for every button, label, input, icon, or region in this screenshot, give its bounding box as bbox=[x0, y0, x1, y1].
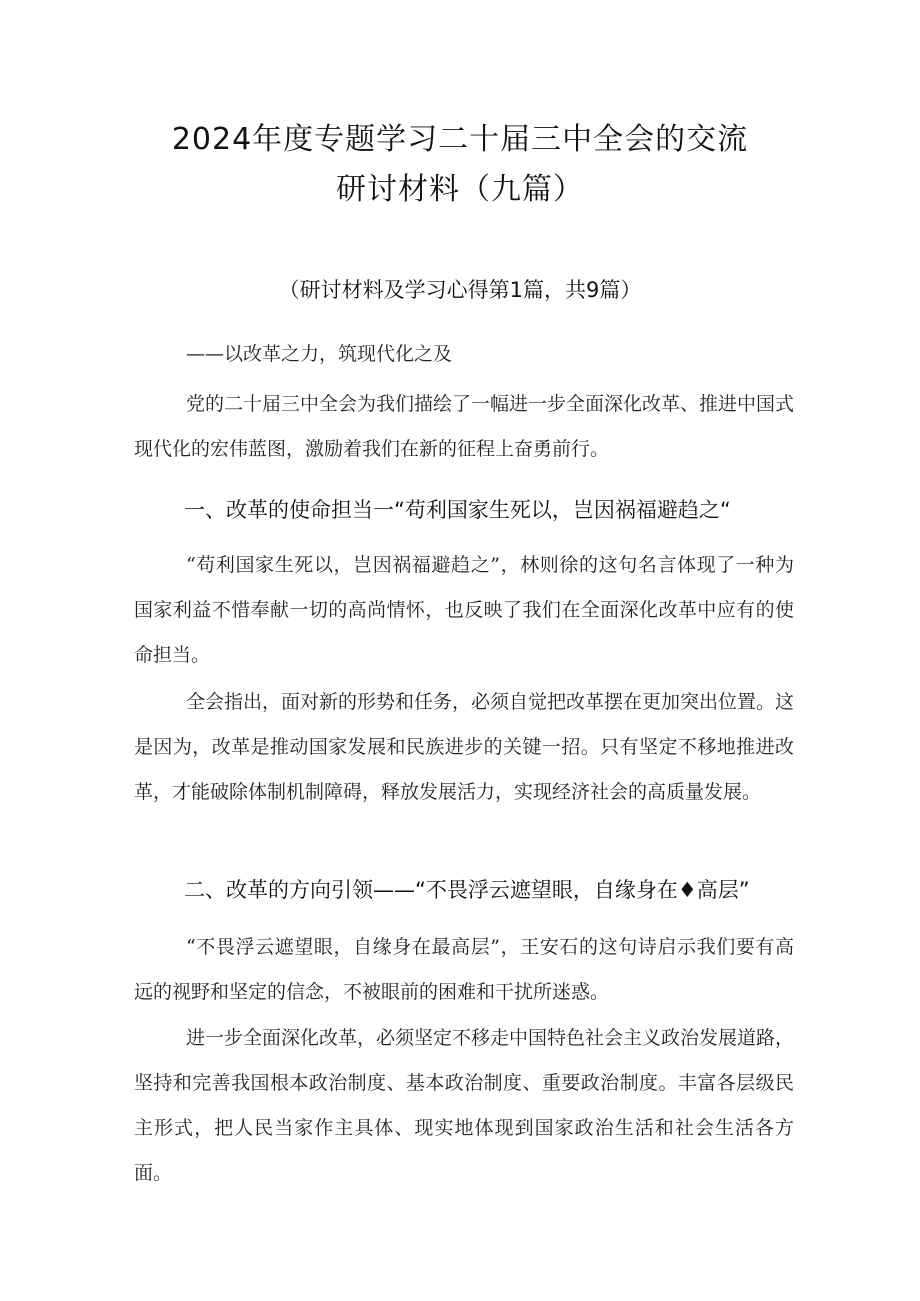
paragraph-section1-body: 全会指出，面对新的形势和任务，必须自觉把改革摆在更加突出位置。这是因为，改革是推动国家发展和民族进步的关键一招。只有坚定不移地推进改革，才能破除体制机制障碍，释放发展活力，实现经济社会的高质量发展。 bbox=[134, 691, 795, 803]
section-heading-2: 二、改革的方向引领——“不畏浮云遮望眼，自缘身在♦高层” bbox=[184, 878, 750, 902]
paragraph-section2-quote: “不畏浮云遮望眼，自缘身在最高层”，王安石的这句诗启示我们要有高远的视野和坚定的信念，不被眼前的困难和干扰所迷惑。 bbox=[134, 936, 794, 1003]
document-title-line-2: 研讨材料（九篇） bbox=[336, 172, 584, 207]
epigraph: ——以改革之力，筑现代化之及 bbox=[186, 343, 453, 365]
paragraph-section2-body: 进一步全面深化改革，必须坚定不移走中国特色社会主义政治发展道路，坚持和完善我国根本政治制度、基本政治制度、重要政治制度。丰富各层级民主形式，把人民当家作主具体、现实地体现到国家政治生活和社会生活各方面。 bbox=[134, 1027, 795, 1184]
section-heading-1: 一、改革的使命担当一“苟利国家生死以，岂因祸福避趋之“ bbox=[184, 498, 731, 522]
paragraph-intro: 党的二十届三中全会为我们描绘了一幅进一步全面深化改革、推进中国式现代化的宏伟蓝图，激励着我们在新的征程上奋勇前行。 bbox=[134, 393, 795, 460]
document-subtitle: （研讨材料及学习心得第1篇，共9篇） bbox=[278, 278, 642, 302]
paragraph-section1-quote: “苟利国家生死以，岂因祸福避趋之”，林则徐的这句名言体现了一种为国家利益不惜奉献一切的高尚情怀，也反映了我们在全面深化改革中应有的使命担当。 bbox=[134, 554, 794, 666]
document-title-line-1: 2024年度专题学习二十届三中全会的交流 bbox=[171, 122, 749, 157]
